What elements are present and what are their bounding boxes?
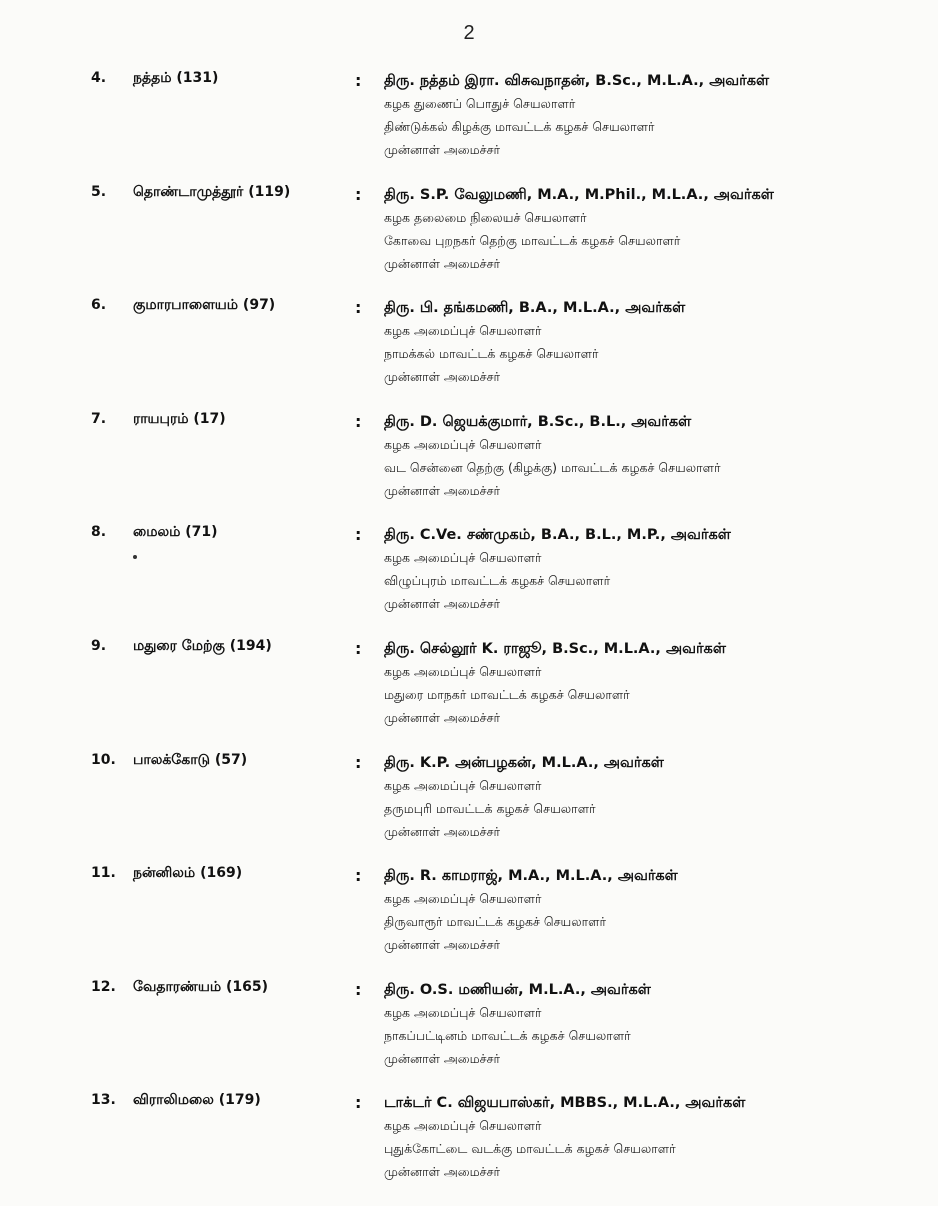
entry-number: 5.: [91, 183, 107, 200]
entry-number: 4.: [91, 70, 107, 86]
member-role: தருமபுரி மாவட்டக் கழகச் செயலாளர்: [384, 800, 596, 816]
separator: :: [355, 979, 362, 999]
list-item: [0, 70, 938, 184]
list-item: [0, 752, 938, 866]
member-details: [384, 865, 914, 956]
constituency: நத்தம் (131): [133, 70, 219, 86]
member-details: [384, 411, 914, 502]
separator: :: [355, 184, 362, 204]
member-role: முன்னாள் அமைச்சர்: [384, 709, 501, 725]
member-role: திண்டுக்கல் கிழக்கு மாவட்டக் கழகச் செயலாளர்: [384, 119, 655, 134]
member-role: கழக தலைமை நிலையச் செயலாளர்: [384, 209, 587, 225]
member-details: [384, 184, 914, 275]
member-name: திரு. R. காமராஜ், M.A., M.L.A., அவர்கள்: [384, 868, 678, 885]
member-role: விழுப்புரம் மாவட்டக் கழகச் செயலாளர்: [384, 573, 611, 589]
member-role: மதுரை மாநகர் மாவட்டக் கழகச் செயலாளர்: [384, 686, 630, 702]
member-role: கழக அமைப்புச் செயலாளர்: [384, 323, 542, 339]
member-name: திரு. C.Ve. சண்முகம், B.A., B.L., M.P., அவர்கள்: [384, 527, 731, 544]
member-details: [384, 524, 914, 615]
member-role: கழக அமைப்புச் செயலாளர்: [384, 891, 542, 907]
member-role: முன்னாள் அமைச்சர்: [384, 142, 501, 157]
member-name: திரு. S.P. வேலுமணி, M.A., M.Phil., M.L.A., அவர்கள்: [384, 186, 774, 203]
member-details: [384, 752, 914, 843]
separator: :: [355, 525, 362, 545]
member-role: கழக துணைப் பொதுச் செயலாளர்: [384, 96, 576, 111]
member-name: திரு. பி. தங்கமணி, B.A., M.L.A., அவர்கள்: [384, 300, 686, 317]
member-role: முன்னாள் அமைச்சர்: [384, 1164, 501, 1180]
separator: :: [355, 752, 362, 772]
list-item: [0, 865, 938, 979]
constituency: குமாரபாளையம் (97): [133, 297, 276, 314]
separator: :: [355, 298, 362, 318]
member-details: [384, 297, 914, 388]
entry-number: 7.: [91, 410, 107, 427]
member-name: திரு. செல்லூர் K. ராஜூ, B.Sc., M.L.A., அவர்கள்: [384, 640, 726, 657]
member-name: திரு. D. ஜெயக்குமார், B.Sc., B.L., அவர்கள்: [384, 413, 692, 430]
constituency: ராயபுரம் (17): [133, 410, 226, 427]
list-item: [0, 1092, 938, 1206]
member-role: முன்னாள் அமைச்சர்: [384, 823, 501, 839]
member-role: கழக அமைப்புச் செயலாளர்: [384, 436, 542, 452]
list-item: [0, 184, 938, 298]
list-item: [0, 411, 938, 525]
separator: :: [355, 866, 362, 886]
constituency: விராலிமலை (179): [133, 1092, 261, 1109]
separator: :: [355, 71, 362, 90]
constituency: பாலக்கோடு (57): [133, 751, 248, 768]
member-details: [384, 979, 914, 1070]
member-role: கழக அமைப்புச் செயலாளர்: [384, 777, 542, 793]
scan-speck: [133, 555, 137, 559]
entry-number: 9.: [91, 637, 107, 654]
member-details: [384, 1092, 914, 1183]
list-item: [0, 524, 938, 638]
separator: :: [355, 638, 362, 658]
member-role: முன்னாள் அமைச்சர்: [384, 937, 501, 953]
member-details: [384, 638, 914, 729]
entry-number: 11.: [91, 865, 116, 882]
member-role: முன்னாள் அமைச்சர்: [384, 596, 501, 612]
member-role: கழக அமைப்புச் செயலாளர்: [384, 1004, 542, 1020]
page-number: 2: [463, 22, 475, 44]
member-role: கழக அமைப்புச் செயலாளர்: [384, 663, 542, 679]
member-role: முன்னாள் அமைச்சர்: [384, 482, 501, 498]
constituency: நன்னிலம் (169): [133, 865, 243, 882]
member-role: முன்னாள் அமைச்சர்: [384, 1050, 501, 1066]
member-role: நாமக்கல் மாவட்டக் கழகச் செயலாளர்: [384, 346, 599, 362]
separator: :: [355, 411, 362, 431]
member-details: [384, 70, 914, 161]
member-role: முன்னாள் அமைச்சர்: [384, 255, 501, 271]
list-item: [0, 979, 938, 1093]
entry-number: 10.: [91, 751, 116, 768]
member-role: வட சென்னை தெற்கு (கிழக்கு) மாவட்டக் கழகச் செயலாளர்: [384, 459, 721, 475]
separator: :: [355, 1093, 362, 1113]
entry-number: 13.: [91, 1092, 116, 1109]
constituency: மைலம் (71): [133, 524, 218, 541]
constituency: தொண்டாமுத்தூர் (119): [133, 183, 291, 200]
entry-list: [0, 70, 938, 1206]
member-name: திரு. O.S. மணியன், M.L.A., அவர்கள்: [384, 981, 651, 998]
member-role: முன்னாள் அமைச்சர்: [384, 369, 501, 385]
constituency: வேதாரண்யம் (165): [133, 978, 268, 995]
member-name: திரு. K.P. அன்பழகன், M.L.A., அவர்கள்: [384, 754, 664, 771]
member-role: கழக அமைப்புச் செயலாளர்: [384, 1118, 542, 1134]
entry-number: 6.: [91, 297, 107, 314]
member-role: நாகப்பட்டினம் மாவட்டக் கழகச் செயலாளர்: [384, 1027, 631, 1043]
member-role: கழக அமைப்புச் செயலாளர்: [384, 550, 542, 566]
list-item: [0, 297, 938, 411]
constituency: மதுரை மேற்கு (194): [133, 637, 272, 654]
entry-number: 12.: [91, 978, 116, 995]
member-role: திருவாரூர் மாவட்டக் கழகச் செயலாளர்: [384, 914, 606, 930]
member-role: புதுக்கோட்டை வடக்கு மாவட்டக் கழகச் செயலாளர்: [384, 1141, 676, 1157]
member-role: கோவை புறநகர் தெற்கு மாவட்டக் கழகச் செயலாளர்: [384, 232, 681, 248]
list-item: [0, 638, 938, 752]
member-name: திரு. நத்தம் இரா. விசுவநாதன், B.Sc., M.L.A., அவர்கள்: [384, 73, 770, 89]
entry-number: 8.: [91, 524, 107, 541]
member-name: டாக்டர் C. விஜயபாஸ்கர், MBBS., M.L.A., அவர்கள்: [384, 1095, 746, 1112]
